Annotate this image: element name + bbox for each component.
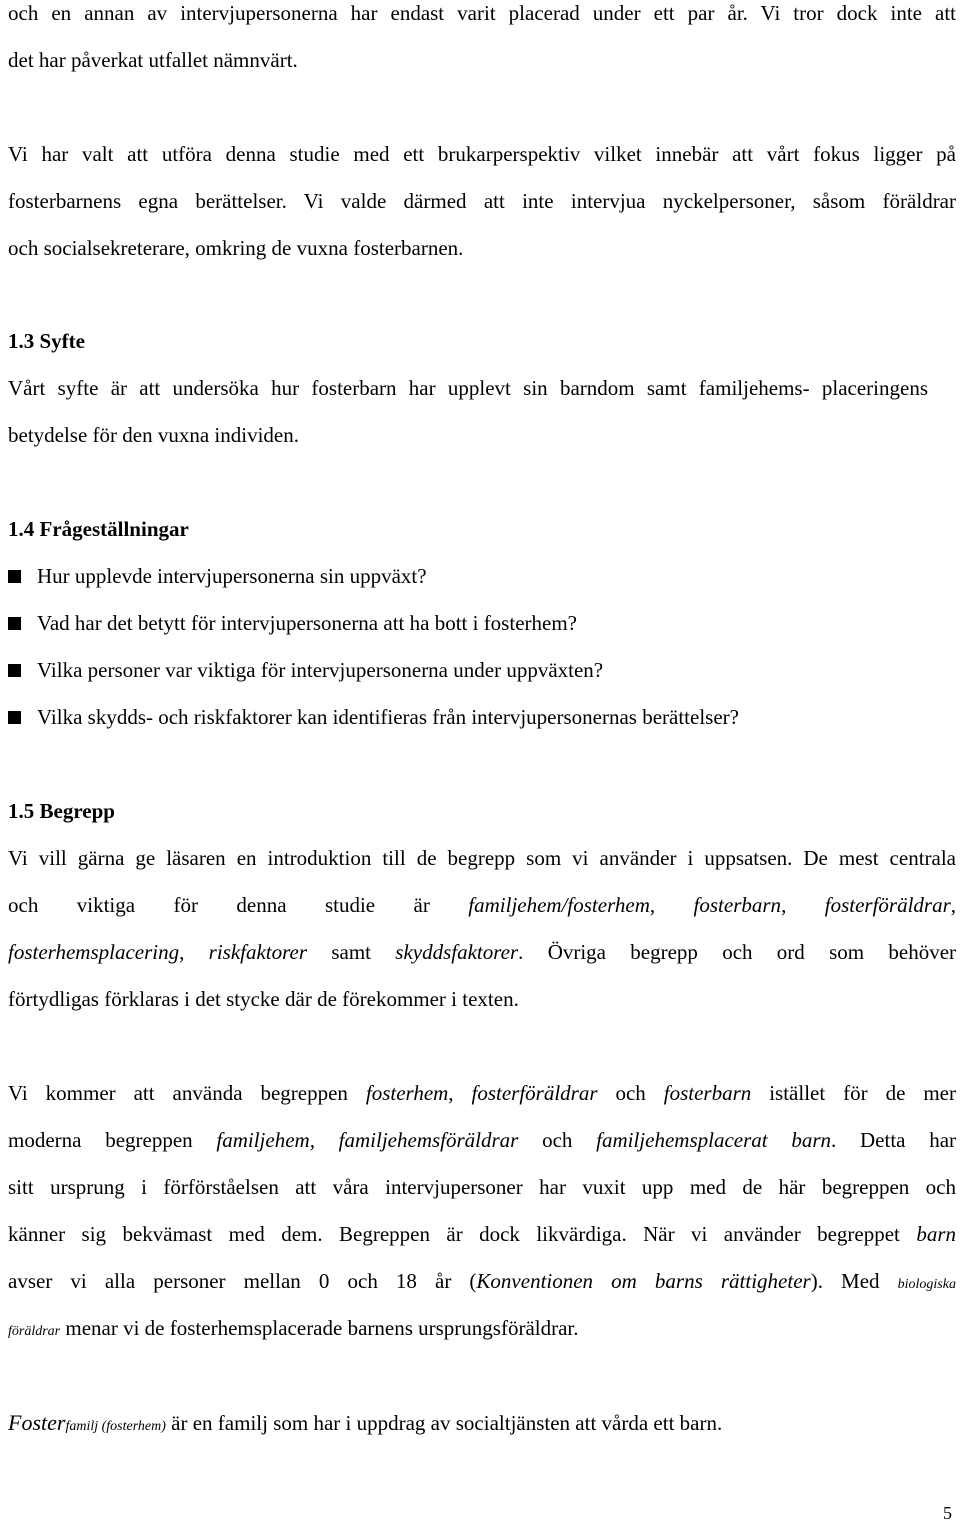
bullet-square-icon [8,570,21,583]
paragraph-line: avser vi alla personer mellan 0 och 18 år (Konventionen om barns rättigheter). Med biologiska [8,1269,956,1293]
bullet-square-icon [8,711,21,724]
paragraph-line: betydelse för den vuxna individen. [8,423,300,447]
paragraph-line: känner sig bekvämast med dem. Begreppen är dock likvärdiga. När vi använder begreppet barn [8,1222,956,1246]
paragraph-line: fosterbarnens egna berättelser. Vi valde därmed att inte intervjua nyckelpersoner, såsom föräldrar [8,189,956,213]
section-heading-fragestallningar: 1.4 Frågeställningar [8,517,189,541]
list-item-text: Hur upplevde intervjupersonerna sin uppväxt? [37,564,427,588]
paragraph-line: och viktiga för denna studie är familjehem/fosterhem, fosterbarn, fosterföräldrar, [8,893,957,917]
paragraph-line: moderna begreppen familjehem, familjehemsföräldrar och familjehemsplacerat barn. Detta har [8,1128,957,1152]
list-item [8,647,603,694]
section-heading-begrepp: 1.5 Begrepp [8,799,115,823]
bullet-square-icon [8,617,21,630]
paragraph-line: förtydligas förklaras i det stycke där de förekommer i texten. [8,987,519,1011]
bullet-square-icon [8,664,21,677]
section-heading-syfte: 1.3 Syfte [8,329,85,353]
paragraph-line: fosterhemsplacering, riskfaktorer samt skyddsfaktorer. Övriga begrepp och ord som behöver [8,940,957,964]
list-item [8,553,427,600]
page-number: 5 [943,1503,952,1523]
paragraph-line: Fosterfamilj (fosterhem) är en familj som har i uppdrag av socialtjänsten att vårda ett barn. [8,1410,723,1435]
paragraph-line: Vårt syfte är att undersöka hur fosterbarn har upplevt sin barndom samt familjehems- placeringens [8,376,928,400]
paragraph-line: det har påverkat utfallet nämnvärt. [8,48,298,72]
paragraph-line: sitt ursprung i förförståelsen att våra intervjupersoner har vuxit upp med de här begreppen och [8,1175,956,1199]
list-item [8,694,739,741]
paragraph-line: Vi har valt att utföra denna studie med ett brukarperspektiv vilket innebär att vårt fokus ligger på [8,142,956,166]
paragraph-line: och socialsekreterare, omkring de vuxna fosterbarnen. [8,236,464,260]
paragraph-line: och en annan av intervjupersonerna har endast varit placerad under ett par år. Vi tror dock inte att [8,1,956,25]
list-item [8,600,577,647]
paragraph-line: föräldrar menar vi de fosterhemsplacerade barnens ursprungsföräldrar. [8,1316,579,1340]
list-item-text: Vilka skydds- och riskfaktorer kan identifieras från intervjupersonernas berättelser? [37,705,739,729]
paragraph-line: Vi vill gärna ge läsaren en introduktion till de begrepp som vi använder i uppsatsen. De mest centrala [8,846,956,870]
list-item-text: Vad har det betytt för intervjupersonerna att ha bott i fosterhem? [37,611,577,635]
list-item-text: Vilka personer var viktiga för intervjupersonerna under uppväxten? [37,658,604,682]
paragraph-line: Vi kommer att använda begreppen fosterhem, fosterföräldrar och fosterbarn istället för de mer [8,1081,956,1105]
